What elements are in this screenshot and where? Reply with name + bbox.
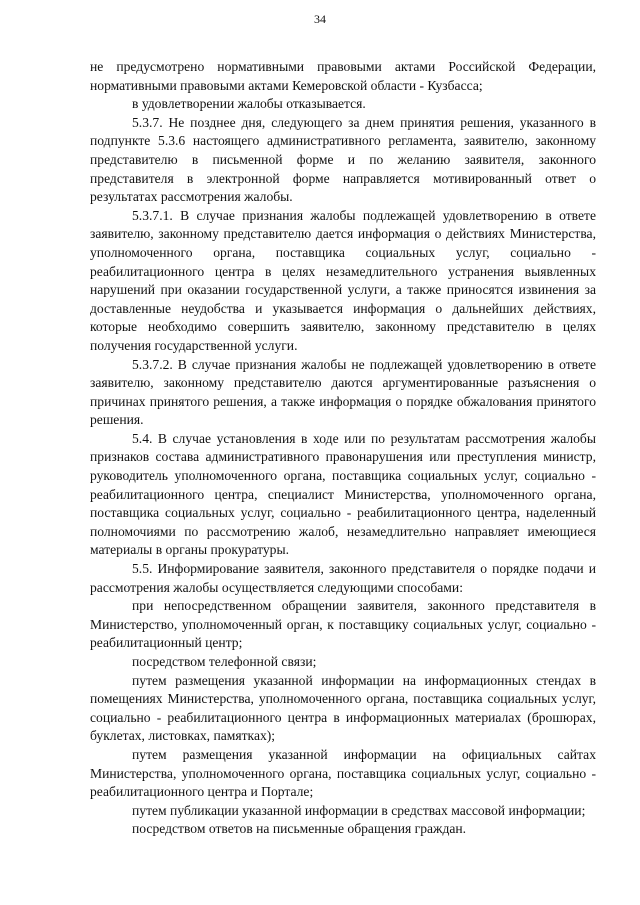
paragraph: в удовлетворении жалобы отказывается. xyxy=(132,96,366,112)
paragraph: 5.3.7.2. В случае признания жалобы не подлежащей удовлетворению в ответе заявителю, законному представителю даются аргументированные разъяснения о причинах принятого решения, а также информация о порядке обжалования принятого решения. xyxy=(90,356,596,428)
document-body xyxy=(90,58,596,839)
paragraph: 5.5. Информирование заявителя, законного представителя о порядке подачи и рассмотрения жалобы осуществляется следующими способами: xyxy=(90,561,596,595)
paragraph: 5.3.7. Не позднее дня, следующего за днем принятия решения, указанного в подпункте 5.3.6 настоящего административного регламента, заявителю, законному представителю в письменной форме и по желанию заявителя, законного представителя в электронной форме направляется мотивированный ответ о результатах рассмотрения жалобы. xyxy=(90,114,596,205)
paragraph: путем публикации указанной информации в средствах массовой информации; xyxy=(132,802,586,818)
paragraph: 5.3.7.1. В случае признания жалобы подлежащей удовлетворению в ответе заявителю, законному представителю дается информация о действиях Министерства, уполномоченного органа, поставщика социальных услуг, социально - реабилитационного центра в целях незамедлительного устранения выявленных нарушений при оказании государственной услуги, а также приносятся извинения за доставленные неудобства и указывается информация о дальнейших действиях, которые необходимо совершить заявителю, законному представителю в целях получения государственной услуги. xyxy=(90,207,596,353)
paragraph: путем размещения указанной информации на информационных стендах в помещениях Министерства, уполномоченного органа, поставщика социальных услуг, социально - реабилитационного центра в информационных материалах (брошюрах, буклетах, листовках, памятках); xyxy=(90,672,596,744)
paragraph: посредством телефонной связи; xyxy=(132,654,317,669)
paragraph: 5.4. В случае установления в ходе или по результатам рассмотрения жалобы признаков состава административного правонарушения или преступления министр, руководитель уполномоченного органа, поставщика социальных услуг, социально - реабилитационного центра, специалист Министерства, уполномоченного органа, поставщика социальных услуг, социально - реабилитационного центра, наделенный полномочиями по рассмотрению жалоб, незамедлительно направляет имеющиеся материалы в органы прокуратуры. xyxy=(90,430,596,558)
paragraph: путем размещения указанной информации на официальных сайтах Министерства, уполномоченного органа, поставщика социальных услуг, социально - реабилитационного центра и Портале; xyxy=(90,746,596,800)
page-number: 34 xyxy=(314,12,326,26)
paragraph: не предусмотрено нормативными правовыми актами Российской Федерации, нормативными правовыми актами Кемеровской области - Кузбасса; xyxy=(90,59,596,93)
paragraph: посредством ответов на письменные обращения граждан. xyxy=(132,821,467,837)
paragraph: при непосредственном обращении заявителя, законного представителя в Министерство, уполномоченный орган, к поставщику социальных услуг, социально - реабилитационный центр; xyxy=(90,598,596,651)
